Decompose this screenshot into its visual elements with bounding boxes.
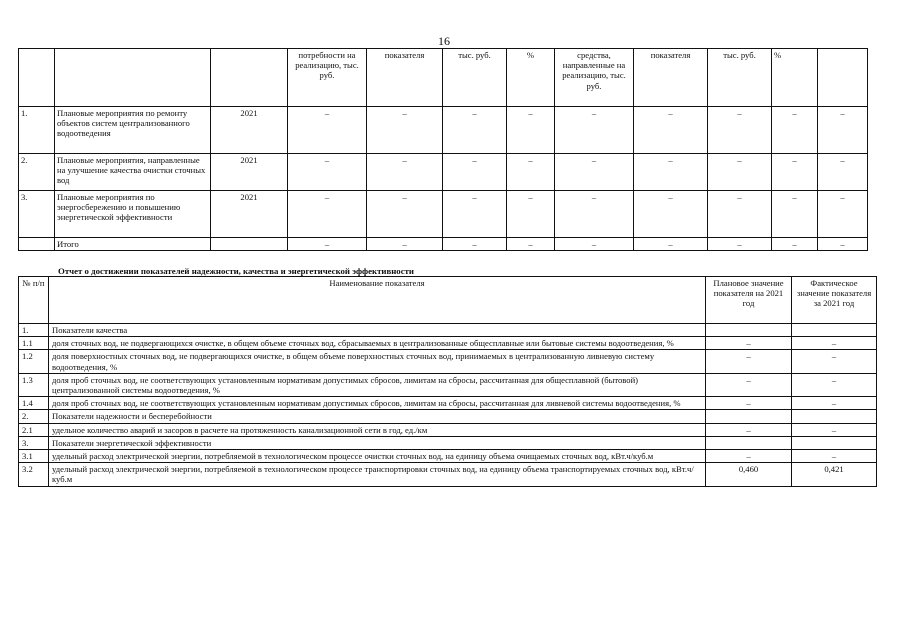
header-num: № п/п xyxy=(19,277,49,324)
plan-value xyxy=(706,324,792,337)
value-cell: – xyxy=(555,191,634,238)
value-cell: – xyxy=(708,191,772,238)
fact-value: – xyxy=(792,337,877,350)
row-number xyxy=(19,238,55,251)
header-name: Наименование показателя xyxy=(49,277,706,324)
plan-value: – xyxy=(706,350,792,373)
table-row xyxy=(19,373,877,396)
plan-value: – xyxy=(706,450,792,463)
row-year: 2021 xyxy=(211,191,288,238)
row-name: удельное количество аварий и засоров в расчете на протяженность канализационной сети в год, ед./км xyxy=(49,423,706,436)
fact-value xyxy=(792,436,877,449)
fact-value: – xyxy=(792,450,877,463)
value-cell: – xyxy=(507,107,555,154)
header-cell: показателя xyxy=(634,49,708,107)
row-number: 3. xyxy=(19,436,49,449)
table-total-row xyxy=(19,238,868,251)
plan-value: – xyxy=(706,397,792,410)
row-number: 1. xyxy=(19,107,55,154)
row-number: 2. xyxy=(19,410,49,423)
section-row xyxy=(19,436,877,449)
value-cell: – xyxy=(708,154,772,191)
row-name: доля проб сточных вод, не соответствующих установленным нормативам допустимых сбросов, лимитам на сбросы, рассчитанная для общесплавной (бытовой) централизованной системы водоотведения, % xyxy=(49,373,706,396)
section-row xyxy=(19,324,877,337)
plan-value xyxy=(706,410,792,423)
header-plan: Плановое значение показателя на 2021 год xyxy=(706,277,792,324)
value-cell: – xyxy=(443,238,507,251)
row-number: 3.2 xyxy=(19,463,49,486)
value-cell: – xyxy=(634,154,708,191)
value-cell: – xyxy=(367,238,443,251)
value-cell: – xyxy=(288,238,367,251)
fact-value: 0,421 xyxy=(792,463,877,486)
value-cell: – xyxy=(288,154,367,191)
table-row xyxy=(19,350,877,373)
row-name: Показатели надежности и бесперебойности xyxy=(49,410,706,423)
row-name: доля поверхностных сточных вод, не подвергающихся очистке, в общем объеме поверхностных сточных вод, принимаемых в централизованную ливневую систему водоотведения, % xyxy=(49,350,706,373)
value-cell: – xyxy=(772,154,818,191)
fact-value: – xyxy=(792,350,877,373)
plan-value: – xyxy=(706,337,792,350)
value-cell: – xyxy=(507,154,555,191)
value-cell: – xyxy=(288,191,367,238)
fact-value: – xyxy=(792,423,877,436)
report-title: Отчет о достижении показателей надежности, качества и энергетической эффективности xyxy=(58,266,414,276)
value-cell: – xyxy=(818,154,868,191)
value-cell: – xyxy=(772,191,818,238)
row-number: 3.1 xyxy=(19,450,49,463)
value-cell: – xyxy=(367,154,443,191)
value-cell: – xyxy=(634,107,708,154)
row-number: 1.4 xyxy=(19,397,49,410)
row-name: удельный расход электрической энергии, потребляемой в технологическом процессе очистки сточных вод, на единицу объема очищаемых сточных вод, кВт.ч/куб.м xyxy=(49,450,706,463)
value-cell: – xyxy=(772,238,818,251)
table-row xyxy=(19,397,877,410)
row-name: доля сточных вод, не подвергающихся очистке, в общем объеме сточных вод, сбрасываемых в централизованные общесплавные или бытовые системы водоотведения, % xyxy=(49,337,706,350)
row-number: 1.3 xyxy=(19,373,49,396)
row-name: Плановые мероприятия, направленные на улучшение качества очистки сточных вод xyxy=(55,154,211,191)
table-row xyxy=(19,423,877,436)
header-cell xyxy=(55,49,211,107)
table-row xyxy=(19,463,877,486)
value-cell: – xyxy=(818,238,868,251)
value-cell: – xyxy=(818,191,868,238)
row-year: 2021 xyxy=(211,107,288,154)
value-cell: – xyxy=(555,238,634,251)
value-cell: – xyxy=(367,191,443,238)
fact-value xyxy=(792,324,877,337)
plan-value xyxy=(706,436,792,449)
row-name: доля проб сточных вод, не соответствующих установленным нормативам допустимых сбросов, лимитам на сбросы, рассчитанная для ливневой системы водоотведения, % xyxy=(49,397,706,410)
row-number: 1.2 xyxy=(19,350,49,373)
row-number: 2.1 xyxy=(19,423,49,436)
value-cell: – xyxy=(772,107,818,154)
row-name: Показатели энергетической эффективности xyxy=(49,436,706,449)
value-cell: – xyxy=(634,191,708,238)
value-cell: – xyxy=(555,107,634,154)
table-header-row xyxy=(19,277,877,324)
row-year: 2021 xyxy=(211,154,288,191)
value-cell: – xyxy=(367,107,443,154)
table-row xyxy=(19,154,868,191)
value-cell: – xyxy=(555,154,634,191)
table-row xyxy=(19,191,868,238)
row-number: 3. xyxy=(19,191,55,238)
row-name: Плановые мероприятия по энергосбережению и повышению энергетической эффективности xyxy=(55,191,211,238)
table-row xyxy=(19,450,877,463)
fact-value xyxy=(792,410,877,423)
row-name: Плановые мероприятия по ремонту объектов систем централизованного водоотведения xyxy=(55,107,211,154)
value-cell: – xyxy=(818,107,868,154)
indicators-table xyxy=(18,276,877,487)
header-cell: % xyxy=(507,49,555,107)
header-cell: % xyxy=(772,49,818,107)
plan-value: – xyxy=(706,373,792,396)
value-cell: – xyxy=(708,107,772,154)
row-number: 2. xyxy=(19,154,55,191)
header-cell xyxy=(818,49,868,107)
row-name: Итого xyxy=(55,238,211,251)
header-cell xyxy=(211,49,288,107)
header-cell xyxy=(19,49,55,107)
value-cell: – xyxy=(443,154,507,191)
value-cell: – xyxy=(708,238,772,251)
plan-value: 0,460 xyxy=(706,463,792,486)
table-header-row xyxy=(19,49,868,107)
table-row xyxy=(19,337,877,350)
page-number: 16 xyxy=(438,34,450,48)
section-row xyxy=(19,410,877,423)
plan-value: – xyxy=(706,423,792,436)
header-cell: средства, направленные на реализацию, тыс. руб. xyxy=(555,49,634,107)
header-cell: потребности на реализацию, тыс. руб. xyxy=(288,49,367,107)
value-cell: – xyxy=(443,107,507,154)
row-name: Показатели качества xyxy=(49,324,706,337)
table-row xyxy=(19,107,868,154)
header-cell: показателя xyxy=(367,49,443,107)
row-year xyxy=(211,238,288,251)
fact-value: – xyxy=(792,397,877,410)
header-cell: тыс. руб. xyxy=(708,49,772,107)
value-cell: – xyxy=(634,238,708,251)
header-fact: Фактическое значение показателя за 2021 год xyxy=(792,277,877,324)
value-cell: – xyxy=(507,238,555,251)
measures-table xyxy=(18,48,868,251)
value-cell: – xyxy=(443,191,507,238)
row-number: 1. xyxy=(19,324,49,337)
fact-value: – xyxy=(792,373,877,396)
header-cell: тыс. руб. xyxy=(443,49,507,107)
value-cell: – xyxy=(288,107,367,154)
row-name: удельный расход электрической энергии, потребляемой в технологическом процессе транспортировки сточных вод, на единицу объема транспортируемых сточных вод, кВт.ч/куб.м xyxy=(49,463,706,486)
row-number: 1.1 xyxy=(19,337,49,350)
value-cell: – xyxy=(507,191,555,238)
